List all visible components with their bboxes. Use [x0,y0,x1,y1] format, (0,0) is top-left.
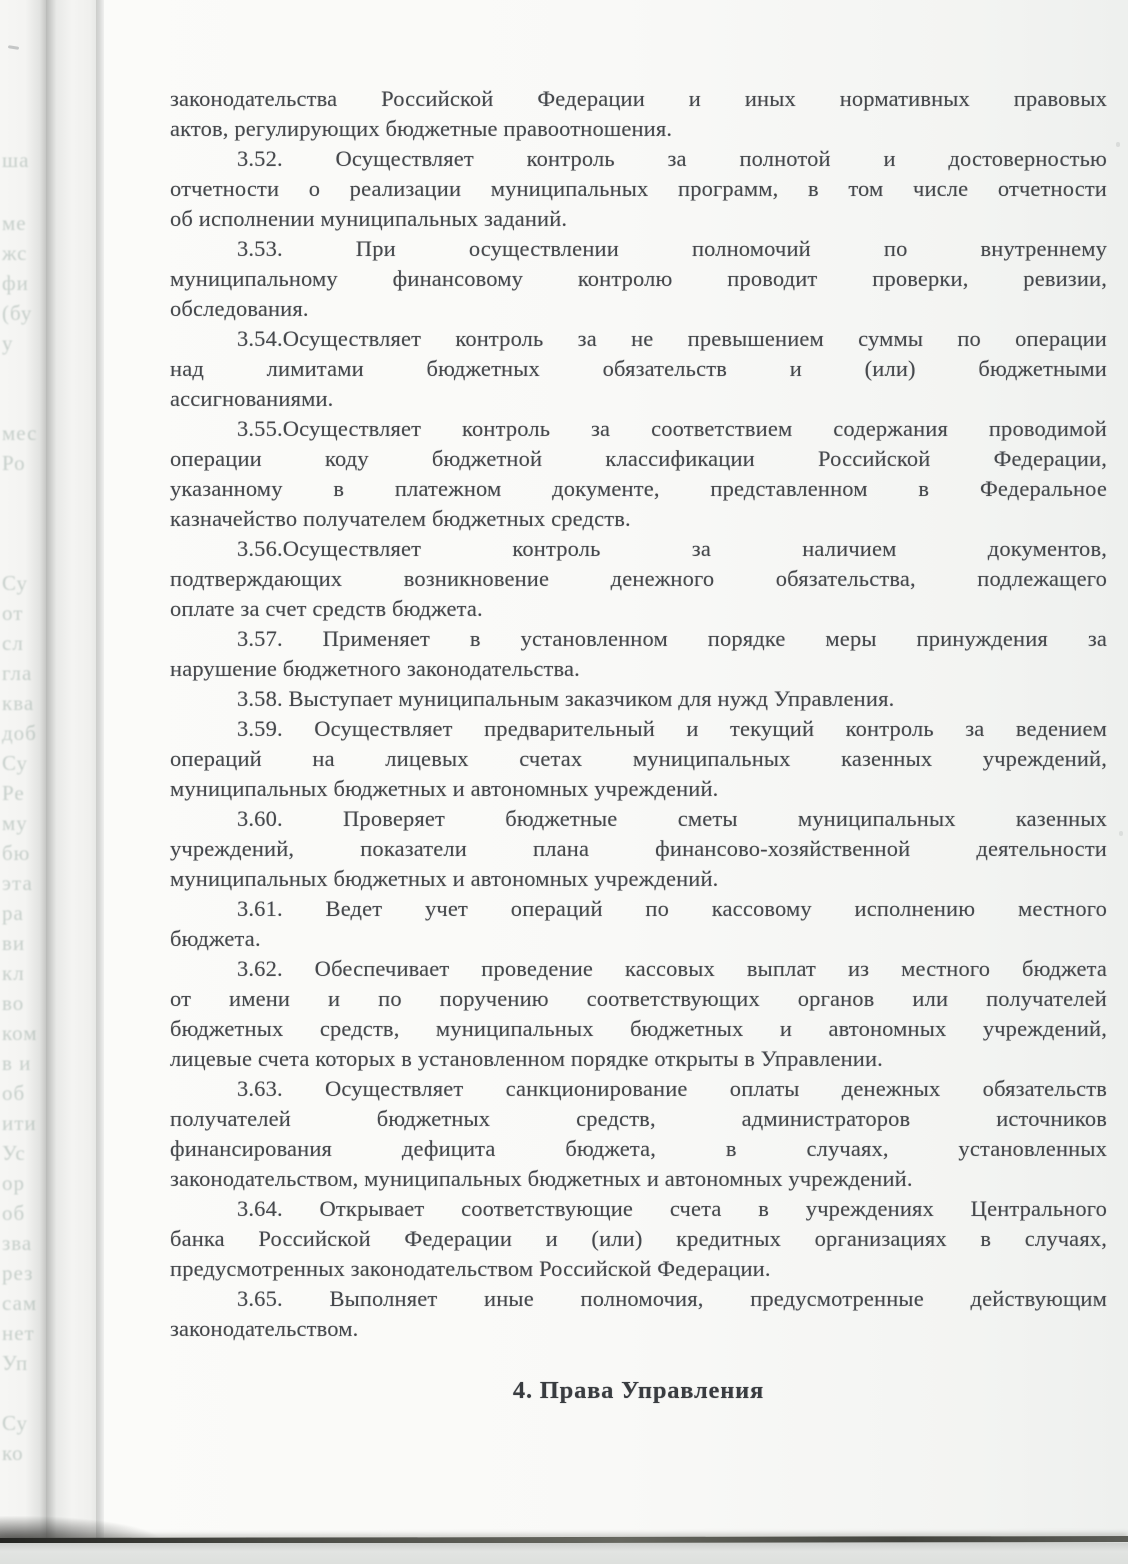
text-line: оплате за счет средств бюджета. [170,596,483,621]
bleed-fragment: жс [2,241,28,265]
bleed-fragment: в и [2,1051,32,1075]
bleed-fragment: фи [2,271,29,295]
text-line: 3.59. Осуществляет предварительный и текущий контроль за ведением [237,716,1107,741]
paragraph [170,714,1107,804]
bleed-fragment: об [2,1201,26,1225]
text-line: указанному в платежном документе, представленном в Федеральное [170,476,1107,501]
scan-artifact-speck [1116,142,1120,147]
text-line: отчетности о реализации муниципальных программ, в том числе отчетности [170,176,1107,201]
bleed-fragment: во [2,991,25,1015]
text-line: 3.64. Открывает соответствующие счета в учреждениях Центрального [237,1196,1107,1221]
text-line: финансирования дефицита бюджета, в случаях, установленных [170,1136,1107,1161]
text-line: учреждений, показатели плана финансово-хозяйственной деятельности [170,836,1107,861]
text-line: об исполнении муниципальных заданий. [170,206,568,231]
text-line: 3.63. Осуществляет санкционирование оплаты денежных обязательств [237,1076,1107,1101]
bleed-fragment: ме [2,211,27,235]
paragraph [170,684,1107,714]
bleed-fragment: у [2,331,14,355]
text-line: 3.56.Осуществляет контроль за наличием документов, [237,536,1107,561]
bleed-fragment: Су [2,751,28,775]
text-line: нарушение бюджетного законодательства. [170,656,580,681]
text-line: 3.65. Выполняет иные полномочия, предусмотренные действующим [237,1286,1107,1311]
text-line: муниципальных бюджетных и автономных учреждений. [170,866,719,891]
text-line: получателей бюджетных средств, администраторов источников [170,1106,1107,1131]
text-line: законодательством, муниципальных бюджетных и автономных учреждений. [170,1166,913,1191]
text-line: казначейство получателем бюджетных средств. [170,506,631,531]
bleed-fragment: от [2,601,24,625]
bleed-fragment: сл [2,631,24,655]
bleed-fragment: мес [2,421,38,445]
paragraph [170,894,1107,954]
bleed-fragment: кл [2,961,25,985]
text-line: операций на лицевых счетах муниципальных казенных учреждений, [170,746,1107,771]
bleed-fragment: ра [2,901,24,925]
bleed-fragment: доб [2,721,37,745]
text-line: 3.60. Проверяет бюджетные сметы муниципальных казенных [237,806,1107,831]
paragraph-list [170,84,1107,1344]
bleed-fragment: Ро [2,451,26,475]
bleed-fragment: ви [2,931,26,955]
bleed-fragment: об [2,1081,26,1105]
bleed-fragment: ор [2,1171,25,1195]
scan-artifact-speck [1119,831,1123,836]
text-line: 3.61. Ведет учет операций по кассовому исполнению местного [237,896,1107,921]
text-line: 3.62. Обеспечивает проведение кассовых выплат из местного бюджета [237,956,1107,981]
bleed-fragment: му [2,811,28,835]
document-page [104,0,1128,1538]
text-line: 3.53. При осуществлении полномочий по внутреннему [237,236,1107,261]
text-line: 3.57. Применяет в установленном порядке меры принуждения за [237,626,1107,651]
bleed-fragment: ко [2,1441,24,1465]
adjacent-page-edge [0,0,46,1538]
text-line: законодательством. [170,1316,359,1341]
bleed-fragment: зва [2,1231,33,1255]
paragraph [170,1194,1107,1284]
text-line: муниципальных бюджетных и автономных учреждений. [170,776,719,801]
text-line: ассигнованиями. [170,386,334,411]
text-line: предусмотренных законодательством Российской Федерации. [170,1256,771,1281]
bleed-fragment: ити [2,1111,37,1135]
text-line: обследования. [170,296,309,321]
text-line: лицевые счета которых в установленном порядке открыты в Управлении. [170,1046,883,1071]
bleed-fragment: ша [2,148,30,172]
paragraph [170,534,1107,624]
text-line: над лимитами бюджетных обязательств и (или) бюджетными [170,356,1107,381]
bleed-fragment: Су [2,1411,28,1435]
bleed-fragment: ква [2,691,35,715]
paragraph [170,1074,1107,1194]
text-line: законодательства Российской Федерации и иных нормативных правовых [170,86,1107,111]
text-line: бюджетных средств, муниципальных бюджетных и автономных учреждений, [170,1016,1107,1041]
text-line: 3.52. Осуществляет контроль за полнотой и достоверностью [237,146,1107,171]
text-line: 3.54.Осуществляет контроль за не превышением суммы по операции [237,326,1107,351]
text-line: 3.58. Выступает муниципальным заказчиком для нужд Управления. [237,686,895,711]
text-line: подтверждающих возникновение денежного обязательства, подлежащего [170,566,1107,591]
bleed-fragment: Ус [2,1141,26,1165]
section-heading: 4. Права Управления [512,1377,765,1404]
bleed-fragment: Ре [2,781,25,805]
text-line: 3.55.Осуществляет контроль за соответствием содержания проводимой [237,416,1107,441]
text-line: муниципальному финансовому контролю проводит проверки, ревизии, [170,266,1107,291]
bleed-fragment: гла [2,661,33,685]
bleed-fragment: нет [2,1321,35,1345]
text-line: актов, регулирующих бюджетные правоотношения. [170,116,673,141]
paragraph [170,954,1107,1074]
bleed-fragment: рез [2,1261,34,1285]
bleed-fragment: Су [2,571,28,595]
paragraph [170,624,1107,684]
bleed-fragment: (бу [2,301,33,325]
paragraph [170,414,1107,534]
text-line: бюджета. [170,926,261,951]
paragraph [170,1284,1107,1344]
paragraph [170,234,1107,324]
text-line: операции коду бюджетной классификации Российской Федерации, [170,446,1107,471]
paragraph [170,144,1107,234]
bleed-fragment: бю [2,841,31,865]
text-line: от имени и по поручению соответствующих органов или получателей [170,986,1107,1011]
paragraph [170,804,1107,894]
document-body [170,84,1107,1406]
bleed-fragment: ком [2,1021,38,1045]
bleed-fragment: Уп [2,1351,29,1375]
bleed-fragment: сам [2,1291,38,1315]
text-line: банка Российской Федерации и (или) кредитных организациях в случаях, [170,1226,1107,1251]
bleed-fragment: эта [2,871,33,895]
scanner-background [0,1543,1128,1564]
paragraph [170,324,1107,414]
paragraph [170,84,1107,144]
